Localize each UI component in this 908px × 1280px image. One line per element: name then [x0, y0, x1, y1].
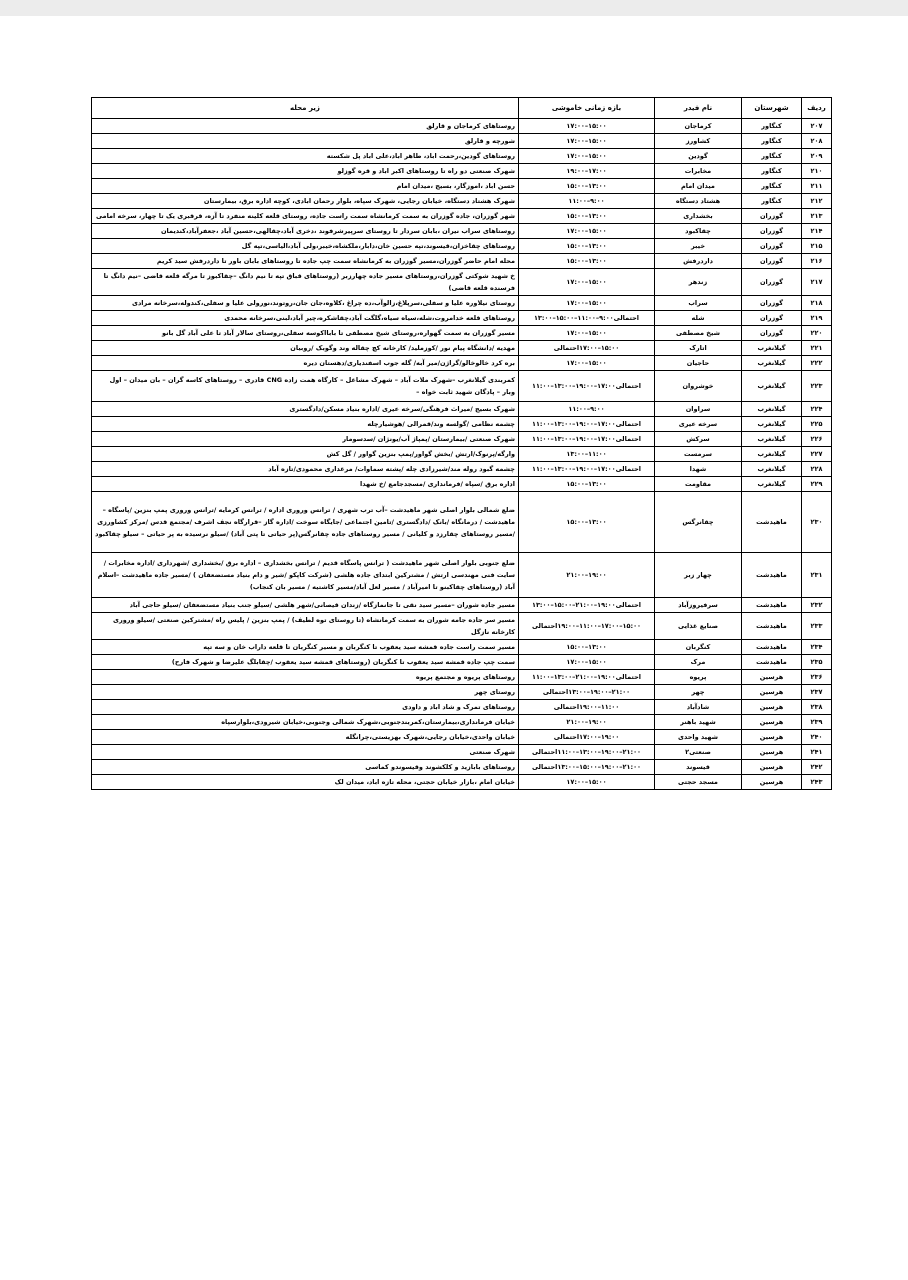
row-number-cell: ۲۴۳: [802, 775, 832, 790]
table-row: [92, 311, 832, 326]
row-number-cell: ۲۳۳: [802, 613, 832, 640]
city-cell: هرسین: [742, 685, 802, 700]
city-cell: گوزران: [742, 239, 802, 254]
city-cell: گوزران: [742, 254, 802, 269]
table-row: [92, 730, 832, 745]
area-cell: چشمه نظامی /گولسه وند/قمرالی /هوشیارچله: [92, 417, 519, 432]
feeder-cell: کنگربان: [655, 640, 742, 655]
row-number-cell: ۲۲۹: [802, 477, 832, 492]
area-cell: کمربندی گیلانغرب –شهرک ملات آباد – شهرک مشاغل – کارگاه همت زاده CNG قادری – روستاهای کاسه گران – بان میدان – اول وبار – پادگان شهید ثابت خواه –: [92, 371, 519, 402]
table-row: [92, 209, 832, 224]
time-cell: ۲۱:۰۰–۱۹:۰۰–۱۳:۰۰–۱۱:۰۰احتمالی: [519, 745, 655, 760]
city-cell: ماهیدشت: [742, 492, 802, 553]
table-row: [92, 179, 832, 194]
table-row: [92, 492, 832, 553]
table-row: [92, 685, 832, 700]
time-cell: ۱۳:۰۰–۱۵:۰۰: [519, 239, 655, 254]
area-cell: روستاهای بابازید و کلکشوند وقیسوندو کماسی: [92, 760, 519, 775]
feeder-cell: داردرفش: [655, 254, 742, 269]
feeder-cell: پریوه: [655, 670, 742, 685]
feeder-cell: میدان امام: [655, 179, 742, 194]
feeder-cell: قیسوند: [655, 760, 742, 775]
time-cell: ۱۳:۰۰–۱۵:۰۰: [519, 254, 655, 269]
area-cell: خیابان فرمانداری،بیمارستان،کمربندجنوبی،شهرک شمالی وجنوبی،خیابان شیرودی،بلوارسپاه: [92, 715, 519, 730]
area-cell: مسیر گوزران به سمت گهواره،روستای شیخ مصطفی تا بابااکوسه سفلی،روستای سالار آباد تا علی آباد گل بانو: [92, 326, 519, 341]
city-cell: ماهیدشت: [742, 613, 802, 640]
blackout-schedule-table: [91, 97, 832, 790]
feeder-cell: سرخه عیری: [655, 417, 742, 432]
city-cell: گیلانغرب: [742, 356, 802, 371]
time-cell: ۱۵:۰۰–۱۷:۰۰–۱۱:۰۰–۱۹:۰۰احتمالی: [519, 613, 655, 640]
city-cell: گوزران: [742, 269, 802, 296]
table-row: [92, 341, 832, 356]
city-cell: گوزران: [742, 311, 802, 326]
blackout-schedule-table-wrapper: [91, 97, 831, 790]
table-row: [92, 670, 832, 685]
table-header-row: [92, 98, 832, 119]
city-cell: ماهیدشت: [742, 598, 802, 613]
table-row: [92, 224, 832, 239]
time-cell: ۱۳:۰۰–۱۵:۰۰: [519, 477, 655, 492]
table-row: [92, 417, 832, 432]
time-cell: ۱۵:۰۰–۱۷:۰۰: [519, 269, 655, 296]
table-row: [92, 432, 832, 447]
area-cell: مسیر جاده شوران –مسیر سید نقی تا جانمازگاه /زندان قیصانی/شهر هلشی /سیلو جنب بنیاد مستضعفان /سیلو حاجی آباد: [92, 598, 519, 613]
row-number-cell: ۲۴۰: [802, 730, 832, 745]
feeder-cell: حاجیان: [655, 356, 742, 371]
time-cell: ۱۵:۰۰–۱۷:۰۰: [519, 149, 655, 164]
feeder-cell: صنعتی۲: [655, 745, 742, 760]
feeder-cell: خوشروان: [655, 371, 742, 402]
area-cell: روستای نیلاوره علیا و سفلی،سرپلاغ،زالوآب،ده چراغ ،کلاوه،جان جان،روتوند،نورولی علیا و سفلی،کندوله،سرخانه مرادی: [92, 296, 519, 311]
area-cell: سمت چپ جاده قمشه سید یعقوب تا کنگربان (روستاهای قمشه سید یعقوب /چقابلگ علیرضا و شهرک فارح): [92, 655, 519, 670]
city-cell: گیلانغرب: [742, 402, 802, 417]
row-number-cell: ۲۱۶: [802, 254, 832, 269]
feeder-cell: چقاکبود: [655, 224, 742, 239]
time-cell: ۹:۰۰–۱۱:۰۰: [519, 194, 655, 209]
area-cell: شهر گوزران، جاده گوزران به سمت کرمانشاه سمت راست جاده، روستای قلعه کلینه منفرد تا آزه، قرقبری یک تا چهار، سرخه امامی: [92, 209, 519, 224]
row-number-cell: ۲۳۸: [802, 700, 832, 715]
area-cell: اداره برق /سپاه /فرمانداری /مسجدجامع /خ شهدا: [92, 477, 519, 492]
time-cell: ۱۵:۰۰–۱۷:۰۰: [519, 119, 655, 134]
city-cell: گیلانغرب: [742, 341, 802, 356]
area-cell: شورچه و قارلق: [92, 134, 519, 149]
table-row: [92, 119, 832, 134]
feeder-cell: شهید باهنر: [655, 715, 742, 730]
area-cell: روستاهای قلعه خدامروت،شله،سیاه سیاه،گلگت آباد،چقاشکره،چیر آباد،لبنی،سرخانه محمدی: [92, 311, 519, 326]
area-cell: شهرک صنعتی: [92, 745, 519, 760]
table-row: [92, 371, 832, 402]
table-row: [92, 553, 832, 598]
header-row-number: ردیف: [802, 98, 832, 119]
time-cell: ۱۷:۰۰–۱۹:۰۰: [519, 164, 655, 179]
time-cell: ۱۵:۰۰–۱۷:۰۰: [519, 356, 655, 371]
feeder-cell: کرماجان: [655, 119, 742, 134]
table-row: [92, 296, 832, 311]
area-cell: چشمه گبود روله مند/شیرزادی چله /پشته سماوات/ مرغداری محمودی/تازه آباد: [92, 462, 519, 477]
area-cell: مسیر سمت راست جاده قمشه سید یعقوب تا کنگربان و مسیر کنگربان تا قلعه داراب خان و سه تپه: [92, 640, 519, 655]
row-number-cell: ۲۱۰: [802, 164, 832, 179]
viewer-top-bar: [0, 0, 908, 16]
time-cell: ۲۱:۰۰–۱۹:۰۰–۱۳:۰۰احتمالی: [519, 685, 655, 700]
area-cell: حسن اباد ،اموزگار، بسیج ،میدان امام: [92, 179, 519, 194]
table-row: [92, 760, 832, 775]
time-cell: ۱۳:۰۰–۱۵:۰۰: [519, 492, 655, 553]
row-number-cell: ۲۳۷: [802, 685, 832, 700]
feeder-cell: صنایع غذایی: [655, 613, 742, 640]
city-cell: هرسین: [742, 745, 802, 760]
area-cell: روستاهای سراب نیران ،بابان سردار تا روستای سرپیرشرفوند ،دخری آباد،چقالهی،حسین آباد ،جعفرآباد،کندیمان: [92, 224, 519, 239]
city-cell: کنگاور: [742, 179, 802, 194]
feeder-cell: چهر: [655, 685, 742, 700]
row-number-cell: ۲۲۴: [802, 402, 832, 417]
time-cell: احتمالی۱۷:۰۰–۱۹:۰۰–۱۳:۰۰–۱۱:۰۰: [519, 371, 655, 402]
area-cell: روستاهای پریوه و مجتمع پریوه: [92, 670, 519, 685]
feeder-cell: مسجد حجتی: [655, 775, 742, 790]
feeder-cell: سراوان: [655, 402, 742, 417]
table-body: [92, 119, 832, 790]
table-row: [92, 715, 832, 730]
row-number-cell: ۲۳۰: [802, 492, 832, 553]
area-cell: روستاهای تمرک و شاد اباد و داودی: [92, 700, 519, 715]
feeder-cell: گودین: [655, 149, 742, 164]
area-cell: ضلع جنوبی بلوار اصلی شهر ماهیدشت ( ترانس پاسگاه قدیم / ترانس بخشداری – اداره برق /بخشداری /شهرداری /اداره مخابرات /سایت فنی مهندسی ارتش / مشترکین ابتدای جاده هلشی (شرکت کاپکو /شیر و دام بنیاد مستضعفان ) /مسیر جاده ماهیدشت –اسلام آباد (روستاهای چقاکبنو تا امیرآباد / مسیر لعل آباد/مسیر کاشتیه / مسیر بان کنجاب): [92, 553, 519, 598]
row-number-cell: ۲۱۱: [802, 179, 832, 194]
area-cell: خ شهید شوکتی گوزران،روستاهای مسیر جاده چهارزبر (روستاهای قباق تپه تا نیم دانگ –چقاکبوز تا مرگه قلعه قاضی –نیم دانگ تا فرسنده قلعه قاضی): [92, 269, 519, 296]
city-cell: گیلانغرب: [742, 371, 802, 402]
row-number-cell: ۲۳۹: [802, 715, 832, 730]
time-cell: ۱۳:۰۰–۱۵:۰۰: [519, 179, 655, 194]
table-row: [92, 402, 832, 417]
row-number-cell: ۲۰۷: [802, 119, 832, 134]
row-number-cell: ۲۲۰: [802, 326, 832, 341]
feeder-cell: شهدا: [655, 462, 742, 477]
time-cell: ۱۱:۰۰–۱۹:۰۰احتمالی: [519, 700, 655, 715]
table-row: [92, 326, 832, 341]
row-number-cell: ۲۰۹: [802, 149, 832, 164]
header-feeder: نام فیدر: [655, 98, 742, 119]
city-cell: کنگاور: [742, 134, 802, 149]
city-cell: کنگاور: [742, 164, 802, 179]
city-cell: هرسین: [742, 715, 802, 730]
table-row: [92, 700, 832, 715]
time-cell: احتمالی۱۷:۰۰–۱۹:۰۰–۱۳:۰۰–۱۱:۰۰: [519, 432, 655, 447]
area-cell: روستاهای چقاخزان،قیسوند،تپه حسین خان،دابار،ملکشاه،خیبر،ولی آباد،الیاسی،تپه گل: [92, 239, 519, 254]
area-cell: بره کرد خالوخالو/گراژن/میر آبه/ گله جوب اسفندیاری/دهستان دیره: [92, 356, 519, 371]
area-cell: روستای چهر: [92, 685, 519, 700]
table-row: [92, 254, 832, 269]
table-row: [92, 239, 832, 254]
feeder-cell: زندهر: [655, 269, 742, 296]
city-cell: گوزران: [742, 209, 802, 224]
area-cell: شهرک صنعتی /بیمارستان /پمپاژ آب/یونژان /سدسومار: [92, 432, 519, 447]
area-cell: خیابان واحدی،خیابان رجایی،شهرک بهزیستی،چرانگله: [92, 730, 519, 745]
city-cell: کنگاور: [742, 119, 802, 134]
feeder-cell: مرک: [655, 655, 742, 670]
feeder-cell: چهار زبر: [655, 553, 742, 598]
table-row: [92, 194, 832, 209]
city-cell: ماهیدشت: [742, 640, 802, 655]
table-row: [92, 356, 832, 371]
city-cell: کنگاور: [742, 149, 802, 164]
table-row: [92, 134, 832, 149]
row-number-cell: ۲۲۱: [802, 341, 832, 356]
feeder-cell: خیبر: [655, 239, 742, 254]
feeder-cell: چقانرگس: [655, 492, 742, 553]
time-cell: احتمالی۱۹:۰۰–۲۱:۰۰–۱۳:۰۰–۱۱:۰۰: [519, 670, 655, 685]
feeder-cell: شادآباد: [655, 700, 742, 715]
feeder-cell: شله: [655, 311, 742, 326]
area-cell: شهرک صنعتی دو راه تا روستاهای اکبر اباد و قره گوزلو: [92, 164, 519, 179]
row-number-cell: ۲۳۴: [802, 640, 832, 655]
time-cell: ۱۳:۰۰–۱۵:۰۰: [519, 640, 655, 655]
row-number-cell: ۲۳۱: [802, 553, 832, 598]
row-number-cell: ۲۱۹: [802, 311, 832, 326]
feeder-cell: سرکش: [655, 432, 742, 447]
area-cell: ضلع شمالی بلوار اصلی شهر ماهیدشت –آب ترب شهری / ترانس وروری اداره / ترانس کرمایه /ترانس وروری پمپ بنزین /پاسگاه – ماهیدشت / درمانگاه /بانک /دادگستری /تامین اجتماعی /جایگاه سوخت /اداره گاز –قرارگاه نجف اشرف /مجتمع قدس /مرکز کشاورزی /مسیر روستاهای چقارزد و کلیانی / مسیر روستاهای جاده چقانرگس(پر حیاتی تا پتی آباد) /سیلو نرسیده به پر حیاتی – سیلو چقاکبود: [92, 492, 519, 553]
time-cell: ۹:۰۰–۱۱:۰۰: [519, 402, 655, 417]
city-cell: گوزران: [742, 296, 802, 311]
time-cell: ۱۵:۰۰–۱۷:۰۰احتمالی: [519, 341, 655, 356]
row-number-cell: ۲۲۷: [802, 447, 832, 462]
header-time: بازه زمانی خاموشی: [519, 98, 655, 119]
row-number-cell: ۲۲۵: [802, 417, 832, 432]
row-number-cell: ۲۱۵: [802, 239, 832, 254]
row-number-cell: ۲۰۸: [802, 134, 832, 149]
row-number-cell: ۲۳۲: [802, 598, 832, 613]
row-number-cell: ۲۴۲: [802, 760, 832, 775]
row-number-cell: ۲۱۳: [802, 209, 832, 224]
city-cell: ماهیدشت: [742, 655, 802, 670]
city-cell: هرسین: [742, 775, 802, 790]
time-cell: ۱۵:۰۰–۱۷:۰۰: [519, 326, 655, 341]
row-number-cell: ۲۲۲: [802, 356, 832, 371]
area-cell: خیابان امام ،بازار خیابان حجتی، محله تازه اباد، میدان لک: [92, 775, 519, 790]
area-cell: روستاهای گودین،رحمت اباد، طاهر اباد،علی اباد پل شکسته: [92, 149, 519, 164]
table-row: [92, 613, 832, 640]
feeder-cell: سراب: [655, 296, 742, 311]
feeder-cell: مقاومت: [655, 477, 742, 492]
table-row: [92, 164, 832, 179]
time-cell: ۱۹:۰۰–۱۷:۰۰احتمالی: [519, 730, 655, 745]
time-cell: ۱۱:۰۰–۱۳:۰۰: [519, 447, 655, 462]
city-cell: ماهیدشت: [742, 553, 802, 598]
city-cell: هرسین: [742, 730, 802, 745]
table-row: [92, 462, 832, 477]
row-number-cell: ۲۲۸: [802, 462, 832, 477]
area-cell: شهرک هشتاد دستگاه، خیابان رجایی، شهرک سپاه، بلوار رحمان ابادی، کوچه اداره برق، بیمارستان: [92, 194, 519, 209]
city-cell: گوزران: [742, 224, 802, 239]
feeder-cell: بخشداری: [655, 209, 742, 224]
row-number-cell: ۲۲۳: [802, 371, 832, 402]
row-number-cell: ۲۳۵: [802, 655, 832, 670]
time-cell: احتمالی۱۹:۰۰–۲۱:۰۰–۱۵:۰۰–۱۳:۰۰: [519, 598, 655, 613]
row-number-cell: ۲۴۱: [802, 745, 832, 760]
row-number-cell: ۲۳۶: [802, 670, 832, 685]
header-area: زیر محله: [92, 98, 519, 119]
area-cell: مسیر سر جاده جامه شوران به سمت کرمانشاه (تا روستای توه لطیف) / پمپ بنزین / پلیس راه /مشترکین صنعتی /سیلو وروری کارخانه نازگل: [92, 613, 519, 640]
city-cell: گیلانغرب: [742, 417, 802, 432]
time-cell: احتمالی۱۷:۰۰–۱۹:۰۰–۱۳:۰۰–۱۱:۰۰: [519, 417, 655, 432]
row-number-cell: ۲۱۲: [802, 194, 832, 209]
time-cell: ۱۵:۰۰–۱۷:۰۰: [519, 655, 655, 670]
time-cell: ۱۵:۰۰–۱۷:۰۰: [519, 296, 655, 311]
table-row: [92, 775, 832, 790]
time-cell: احتمالی۱۷:۰۰–۱۹:۰۰–۱۳:۰۰–۱۱:۰۰: [519, 462, 655, 477]
time-cell: ۱۹:۰۰–۲۱:۰۰: [519, 553, 655, 598]
time-cell: احتمالی۹:۰۰–۱۱:۰۰–۱۵:۰۰–۱۳:۰۰: [519, 311, 655, 326]
header-city: شهرستان: [742, 98, 802, 119]
city-cell: گیلانغرب: [742, 447, 802, 462]
time-cell: ۲۱:۰۰–۱۹:۰۰–۱۵:۰۰–۱۳:۰۰احتمالی: [519, 760, 655, 775]
table-row: [92, 447, 832, 462]
city-cell: گوزران: [742, 326, 802, 341]
time-cell: ۱۵:۰۰–۱۷:۰۰: [519, 134, 655, 149]
area-cell: روستاهای کرماجان و قارلق: [92, 119, 519, 134]
area-cell: شهرک بسیج /میراث فرهنگی/سرخه عیری /اداره بنیاد مسکن/دادگستری: [92, 402, 519, 417]
table-row: [92, 269, 832, 296]
time-cell: ۱۹:۰۰–۲۱:۰۰: [519, 715, 655, 730]
feeder-cell: مخابرات: [655, 164, 742, 179]
table-row: [92, 598, 832, 613]
city-cell: گیلانغرب: [742, 462, 802, 477]
table-row: [92, 655, 832, 670]
area-cell: محله امام حاضر گوزران،مسیر گوزران به کرمانشاه سمت چپ جاده تا روستاهای بابان باور تا داردرفش سید کریم: [92, 254, 519, 269]
feeder-cell: شهید واحدی: [655, 730, 742, 745]
table-row: [92, 477, 832, 492]
time-cell: ۱۵:۰۰–۱۷:۰۰: [519, 775, 655, 790]
table-row: [92, 149, 832, 164]
time-cell: ۱۵:۰۰–۱۷:۰۰: [519, 224, 655, 239]
city-cell: هرسین: [742, 670, 802, 685]
feeder-cell: اتارک: [655, 341, 742, 356]
row-number-cell: ۲۱۷: [802, 269, 832, 296]
city-cell: هرسین: [742, 760, 802, 775]
time-cell: ۱۳:۰۰–۱۵:۰۰: [519, 209, 655, 224]
row-number-cell: ۲۱۴: [802, 224, 832, 239]
city-cell: کنگاور: [742, 194, 802, 209]
feeder-cell: شیخ مصطفی: [655, 326, 742, 341]
city-cell: گیلانغرب: [742, 477, 802, 492]
row-number-cell: ۲۱۸: [802, 296, 832, 311]
area-cell: مهدیه /دانشگاه پیام نور /کوزملید/ کارخانه کچ چقاله وند وگوبک /روبیان: [92, 341, 519, 356]
feeder-cell: کشاورز: [655, 134, 742, 149]
city-cell: هرسین: [742, 700, 802, 715]
table-row: [92, 745, 832, 760]
table-row: [92, 640, 832, 655]
feeder-cell: سرمست: [655, 447, 742, 462]
city-cell: گیلانغرب: [742, 432, 802, 447]
feeder-cell: هشتاد دستگاه: [655, 194, 742, 209]
area-cell: وارگه/پرنوک/ارتش /بخش گواور/پمپ بنزین گواور / گل کش: [92, 447, 519, 462]
feeder-cell: سرفیروزآباد: [655, 598, 742, 613]
row-number-cell: ۲۲۶: [802, 432, 832, 447]
